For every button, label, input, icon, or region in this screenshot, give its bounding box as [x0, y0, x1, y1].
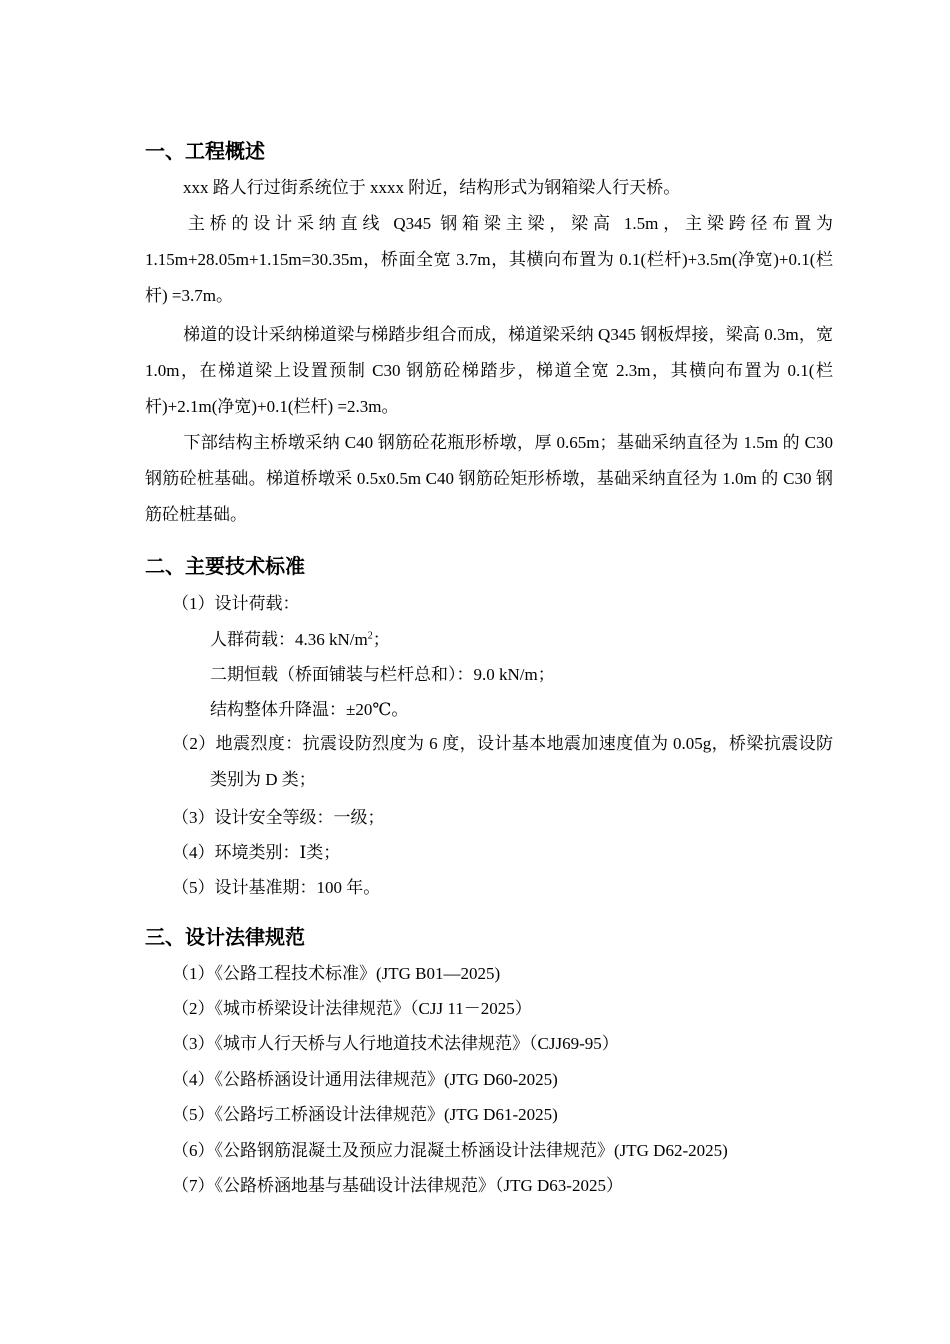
load-crowd-sup: 2	[367, 630, 373, 642]
load-secondary-dead: 二期恒载（桥面铺装与栏杆总和）：9.0 kN/m；	[210, 665, 555, 684]
standard-item-design-period: （5）设计基准期：100 年。	[172, 878, 381, 897]
standard-item-design-load: （1）设计荷载：	[172, 594, 300, 613]
standard-item-seismic	[172, 726, 833, 798]
load-temperature: 结构整体升降温：±20℃。	[210, 700, 409, 719]
overview-paragraph-3	[145, 317, 833, 425]
standard-item-environment: （4）环境类别：Ⅰ类；	[172, 843, 341, 862]
code-item-4: （4）《公路桥涵设计通用法律规范》(JTG D60-2025)	[172, 1070, 558, 1089]
code-item-5: （5）《公路圬工桥涵设计法律规范》(JTG D61-2025)	[172, 1105, 558, 1124]
section-heading-codes: 三、设计法律规范	[145, 925, 305, 949]
overview-paragraph-2	[145, 206, 833, 314]
section-heading-overview: 一、工程概述	[145, 139, 265, 163]
load-crowd	[210, 628, 390, 652]
code-item-6: （6）《公路钢筋混凝土及预应力混凝土桥涵设计法律规范》(JTG D62-2025)	[172, 1141, 728, 1160]
overview-paragraph-4-text: 下部结构主桥墩采纳 C40 钢筋砼花瓶形桥墩，厚 0.65m；基础采纳直径为 1.5m 的 C30 钢筋砼桩基础。梯道桥墩采 0.5x0.5m C40 钢筋砼矩形桥墩，基础采纳直径为 1.0m 的 C30 钢筋砼桩基础。	[145, 433, 833, 524]
section-heading-standards: 二、主要技术标准	[145, 554, 305, 578]
overview-paragraph-4	[145, 425, 833, 533]
load-crowd-suffix: ；	[372, 630, 390, 649]
code-item-3: （3）《城市人行天桥与人行地道技术法律规范》（CJJ69-95）	[172, 1034, 619, 1053]
standard-item-safety: （3）设计安全等级：一级；	[172, 808, 385, 827]
code-item-1: （1）《公路工程技术标准》(JTG B01—2025)	[172, 964, 501, 983]
overview-paragraph-1	[145, 170, 833, 206]
code-item-7: （7）《公路桥涵地基与基础设计法律规范》（JTG D63-2025）	[172, 1176, 623, 1195]
load-crowd-text: 人群荷载：4.36 kN/m	[210, 630, 368, 649]
standard-item-seismic-text: （2）地震烈度：抗震设防烈度为 6 度，设计基本地震加速度值为 0.05g，桥梁抗震设防类别为 D 类；	[172, 734, 833, 789]
overview-paragraph-2-text: 主桥的设计采纳直线 Q345 钢箱梁主梁，梁高 1.5m，主梁跨径布置为 1.15m+28.05m+1.15m=30.35m，桥面全宽 3.7m，其横向布置为 0.1(栏杆)+3.5m(净宽)+0.1(栏杆) =3.7m。	[145, 214, 833, 305]
code-item-2: （2）《城市桥梁设计法律规范》（CJJ 11－2025）	[172, 999, 532, 1018]
overview-paragraph-3-text: 梯道的设计采纳梯道梁与梯踏步组合而成，梯道梁采纳 Q345 钢板焊接，梁高 0.3m，宽 1.0m，在梯道梁上设置预制 C30 钢筋砼梯踏步，梯道全宽 2.3m，其横向布置为 0.1(栏杆)+2.1m(净宽)+0.1(栏杆) =2.3m。	[145, 325, 833, 416]
overview-paragraph-1-text: xxx 路人行过街系统位于 xxxx 附近，结构形式为钢箱梁人行天桥。	[183, 178, 681, 197]
